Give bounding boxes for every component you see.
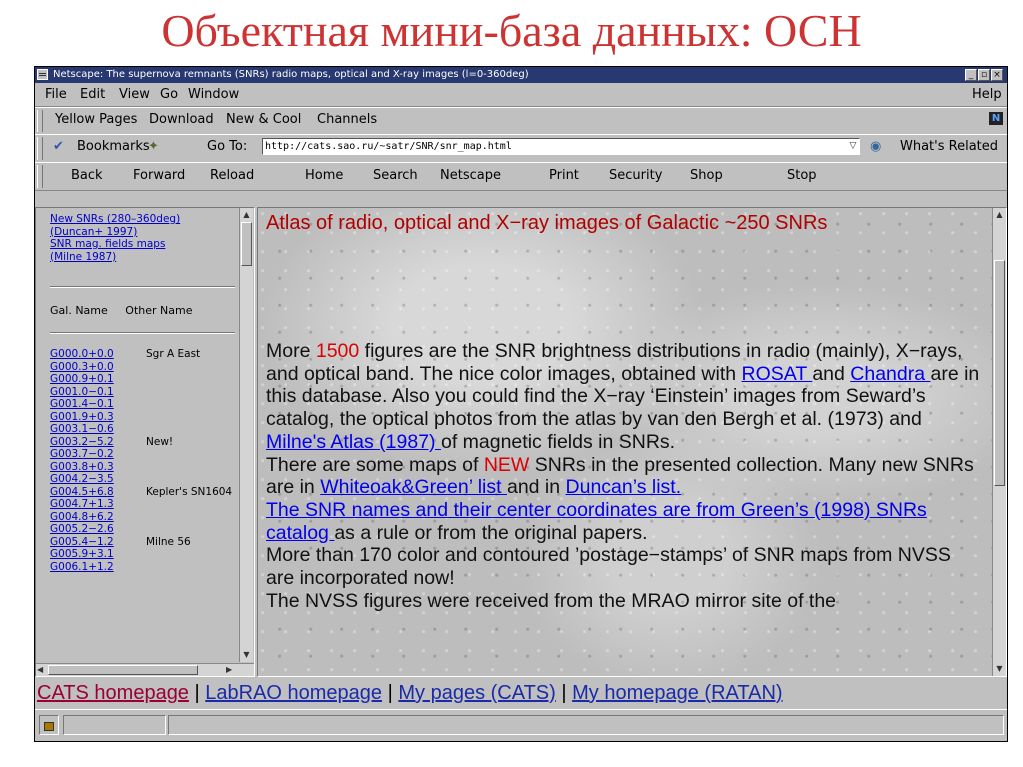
snr-link[interactable]: G005.4−1.2	[50, 535, 114, 548]
close-button[interactable]: ×	[991, 69, 1003, 81]
window-titlebar[interactable]	[35, 67, 1007, 83]
body-text: and in	[506, 476, 566, 499]
scroll-thumb[interactable]	[994, 260, 1005, 486]
browser-window	[34, 66, 1008, 742]
snr-link[interactable]: G003.7−0.2	[50, 448, 114, 460]
duncan-list-link[interactable]: Duncan’s list.	[565, 476, 682, 499]
window-title: Netscape: The supernova remnants (SNRs) radio maps, optical and X-ray images (l=0-360deg)	[53, 69, 529, 80]
scroll-up-icon[interactable]: ▲	[243, 210, 250, 219]
left-horizontal-scrollbar[interactable]	[36, 663, 254, 676]
menu-go[interactable]: Go	[160, 87, 179, 102]
forward-button[interactable]: Forward	[133, 168, 186, 183]
divider	[50, 332, 235, 334]
location-icon: ✦	[148, 139, 159, 154]
snr-link[interactable]: G001.9+0.3	[50, 410, 114, 423]
url-dropdown-icon[interactable]: ▽	[849, 141, 857, 151]
scroll-down-icon[interactable]: ▼	[996, 664, 1003, 673]
netscape-logo-icon: N	[989, 112, 1003, 125]
my-pages-link[interactable]: My pages (CATS)	[398, 682, 556, 704]
status-bar	[35, 709, 1007, 742]
rosat-link[interactable]: ROSAT	[741, 362, 813, 385]
whats-related-button[interactable]: What's Related	[900, 139, 999, 154]
print-button[interactable]: Print	[549, 168, 579, 183]
menu-edit[interactable]: Edit	[80, 87, 106, 102]
footer-links	[35, 679, 1009, 707]
status-message	[168, 715, 1004, 735]
figure-count: 1500	[315, 340, 360, 362]
snr-list-item	[50, 411, 114, 424]
separator: |	[382, 682, 399, 704]
milne-1987-link[interactable]: (Milne 1987)	[50, 250, 117, 263]
scroll-right-icon[interactable]: ▶	[226, 665, 233, 674]
search-button[interactable]: Search	[373, 168, 418, 183]
new-cool-link[interactable]: New & Cool	[226, 112, 302, 127]
snr-other-name: New!	[146, 435, 174, 448]
snr-link[interactable]: G001.4−0.1	[50, 398, 114, 410]
cats-homepage-link[interactable]: CATS homepage	[37, 682, 189, 704]
duncan-1997-link[interactable]: (Duncan+ 1997)	[50, 225, 138, 238]
body-text: and	[812, 362, 851, 385]
left-vertical-scrollbar[interactable]	[239, 208, 253, 662]
milne-atlas-link[interactable]: Milne's Atlas (1987)	[266, 430, 441, 453]
personal-toolbar	[35, 107, 1007, 135]
new-snrs-link[interactable]: New SNRs (280–360deg)	[50, 213, 181, 225]
url-input[interactable]: http://cats.sao.ru/~satr/SNR/snr_map.html	[262, 138, 860, 155]
snr-list-item	[50, 398, 114, 411]
scroll-left-icon[interactable]: ◀	[37, 665, 44, 674]
toolbar-grip[interactable]	[37, 165, 43, 188]
snr-list	[50, 348, 233, 573]
body-text: There are some maps of	[266, 453, 484, 476]
stop-button[interactable]: Stop	[787, 168, 817, 183]
scroll-thumb[interactable]	[48, 665, 198, 675]
menu-file[interactable]: File	[45, 87, 67, 102]
green-catalog-link[interactable]: The SNR names and their center coordinates are from Green’s (1998) SNRs catalog	[266, 498, 927, 544]
snr-link[interactable]: G003.1−0.6	[50, 423, 114, 435]
status-progress	[63, 715, 166, 735]
snr-list-item	[50, 435, 174, 449]
scroll-thumb[interactable]	[241, 222, 252, 266]
body-text: SNRs in the presented collection. Many new SNRs are in	[266, 453, 974, 499]
list-header	[50, 304, 192, 317]
whiteoak-green-link[interactable]: Whiteoak&Green’ list	[320, 476, 507, 499]
snr-list-item	[50, 485, 233, 499]
body-text: More than 170 color and contoured ’postage−stamps’ of SNR maps from NVSS are incorporated now!	[266, 544, 951, 590]
body-text: are in this database. Also you could find the X−ray ‘Einstein’ images from Seward’s catalog, the optical photos from the atlas by van den Bergh et al. (1973) and	[266, 362, 980, 431]
maximize-button[interactable]: ▫	[978, 69, 990, 81]
labrao-homepage-link[interactable]: LabRAO homepage	[205, 682, 383, 704]
snr-link[interactable]: G001.0−0.1	[50, 385, 114, 398]
snr-link[interactable]: G005.2−2.6	[50, 523, 114, 535]
reload-button[interactable]: Reload	[210, 168, 255, 183]
security-lock-icon[interactable]	[39, 715, 59, 735]
whats-related-icon[interactable]: ◉	[870, 139, 882, 154]
top-links	[50, 213, 180, 263]
scroll-down-icon[interactable]: ▼	[243, 650, 250, 659]
snr-list-item	[50, 548, 114, 561]
minimize-button[interactable]: _	[965, 69, 977, 81]
scroll-up-icon[interactable]: ▲	[996, 210, 1003, 219]
netscape-button[interactable]: Netscape	[440, 168, 501, 183]
snr-list-item	[50, 348, 201, 361]
snr-list-item	[50, 523, 114, 536]
snr-link[interactable]: G004.5+6.8	[50, 485, 114, 498]
snr-list-item	[50, 461, 114, 474]
snr-link[interactable]: G005.9+3.1	[50, 548, 114, 560]
navigation-toolbar	[35, 162, 1007, 191]
snr-other-name: Kepler's SN1604	[146, 485, 233, 498]
download-link[interactable]: Download	[149, 112, 214, 127]
snr-list-item	[50, 498, 114, 511]
column-gal-name: Gal. Name	[50, 304, 108, 317]
left-frame	[35, 207, 255, 677]
column-other-name: Other Name	[125, 304, 193, 317]
snr-list-item	[50, 423, 114, 436]
snr-list-item	[50, 373, 114, 386]
snr-other-name: Sgr A East	[146, 348, 201, 360]
home-button[interactable]: Home	[305, 168, 344, 183]
bookmarks-icon[interactable]: ✔	[53, 139, 64, 154]
separator: |	[555, 682, 573, 704]
shop-button[interactable]: Shop	[690, 168, 723, 183]
snr-link[interactable]: G004.2−3.5	[50, 473, 114, 485]
body-text: of magnetic fields in SNRs.	[440, 430, 676, 453]
snr-link[interactable]: G004.7+1.3	[50, 498, 114, 510]
channels-link[interactable]: Channels	[317, 112, 378, 127]
snr-list-item	[50, 561, 114, 574]
body-text: The NVSS figures were received from the MRAO mirror site of the	[266, 589, 837, 612]
body-text: More	[266, 340, 316, 362]
body-text: figures are the SNR brightness distributions in radio (mainly), X−rays, and optical band. The nice color images, obtained with	[266, 340, 963, 385]
yellow-pages-link[interactable]: Yellow Pages	[55, 112, 138, 127]
snr-list-item	[50, 511, 114, 524]
menu-help[interactable]: Help	[972, 87, 1002, 102]
snr-link[interactable]: G003.8+0.3	[50, 460, 114, 473]
snr-list-item	[50, 386, 114, 399]
snr-other-name: Milne 56	[146, 535, 191, 548]
toolbar-grip[interactable]	[37, 110, 43, 132]
window-menu-icon[interactable]	[37, 69, 48, 80]
toolbar-grip[interactable]	[37, 137, 43, 160]
security-button[interactable]: Security	[609, 168, 663, 183]
snr-link[interactable]: G000.0+0.0	[50, 348, 114, 360]
new-badge: NEW	[483, 453, 530, 476]
separator: |	[188, 682, 206, 704]
my-homepage-link[interactable]: My homepage (RATAN)	[572, 682, 783, 704]
chandra-link[interactable]: Chandra	[850, 362, 931, 385]
snr-link[interactable]: G000.9+0.1	[50, 373, 114, 385]
main-vertical-scrollbar[interactable]	[992, 208, 1006, 676]
menu-bar	[35, 84, 1007, 107]
snr-list-item	[50, 448, 114, 461]
snr-mag-fields-link[interactable]: SNR mag. fields maps	[50, 238, 166, 250]
goto-label: Go To:	[207, 139, 248, 154]
bookmarks-button[interactable]: Bookmarks	[77, 139, 150, 154]
back-button[interactable]: Back	[71, 168, 103, 183]
snr-link[interactable]: G003.2−5.2	[50, 435, 114, 448]
menu-view[interactable]: View	[119, 87, 150, 102]
snr-link[interactable]: G006.1+1.2	[50, 560, 114, 573]
location-toolbar	[35, 134, 1007, 163]
main-frame	[257, 207, 1007, 677]
page-heading: Atlas of radio, optical and X−ray images of Galactic ~250 SNRs	[266, 212, 828, 234]
page-body	[266, 340, 984, 612]
snr-link[interactable]: G004.8+6.2	[50, 510, 114, 523]
menu-window[interactable]: Window	[188, 87, 240, 102]
snr-list-item	[50, 535, 191, 549]
snr-list-item	[50, 361, 114, 374]
snr-list-item	[50, 473, 114, 486]
slide-title: Объектная мини-база данных: ОСН	[161, 5, 862, 56]
divider	[50, 286, 235, 288]
body-text: as a rule or from the original papers.	[334, 521, 648, 544]
snr-link[interactable]: G000.3+0.0	[50, 360, 114, 373]
